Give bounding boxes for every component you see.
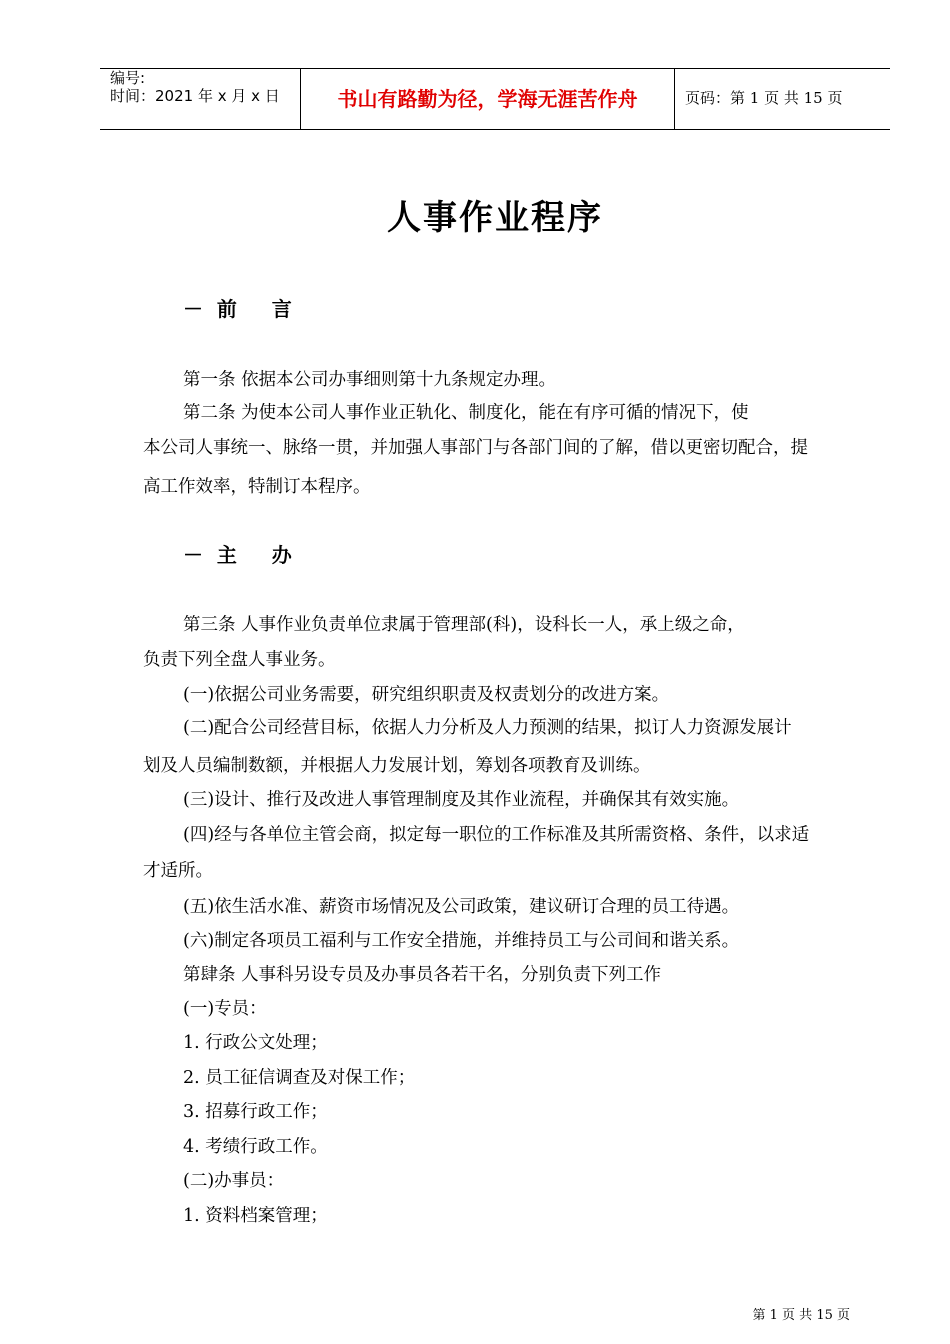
page-header xyxy=(100,68,890,130)
paragraph: (六)制定各项员工福利与工作安全措施，并维持员工与公司间和谐关系。 xyxy=(183,931,740,951)
paragraph: (一)依据公司业务需要，研究组织职责及权责划分的改进方案。 xyxy=(183,685,670,705)
list-item: 2. 员工征信调查及对保工作； xyxy=(183,1068,416,1088)
paragraph: (二)办事员： xyxy=(183,1171,285,1191)
date-label: 时间：2021 年 x 月 x 日 xyxy=(110,87,280,105)
motto-text: 书山有路勤为径，学海无涯苦作舟 xyxy=(337,87,638,111)
section-heading-organizer: － 主 办 xyxy=(183,543,292,567)
header-meta-cell xyxy=(100,69,301,129)
header-page-cell xyxy=(675,69,890,129)
paragraph: 第一条 依据本公司办事细则第十九条规定办理。 xyxy=(183,370,557,390)
paragraph: 才适所。 xyxy=(143,861,213,881)
paragraph: (三)设计、推行及改进人事管理制度及其作业流程，并确保其有效实施。 xyxy=(183,790,740,810)
paragraph: 高工作效率，特制订本程序。 xyxy=(143,477,371,497)
list-item: 1. 资料档案管理； xyxy=(183,1206,328,1226)
paragraph: (四)经与各单位主管会商，拟定每一职位的工作标准及其所需资格、条件，以求适 xyxy=(183,825,810,845)
header-page-info: 页码：第 1 页 共 15 页 xyxy=(685,89,843,107)
paragraph: (二)配合公司经营目标，依据人力分析及人力预测的结果，拟订人力资源发展计 xyxy=(183,718,792,738)
section-heading-preface: － 前 言 xyxy=(183,297,292,321)
header-motto-cell xyxy=(301,69,675,129)
paragraph: 本公司人事统一、脉络一贯，并加强人事部门与各部门间的了解，借以更密切配合，提 xyxy=(143,438,808,458)
paragraph: 第三条 人事作业负责单位隶属于管理部(科)，设科长一人，承上级之命， xyxy=(183,615,745,635)
paragraph: 第二条 为使本公司人事作业正轨化、制度化，能在有序可循的情况下，使 xyxy=(183,403,749,423)
footer-page-info: 第 1 页 共 15 页 xyxy=(752,1308,850,1323)
paragraph: 负责下列全盘人事业务。 xyxy=(143,650,336,670)
serial-label: 编号: xyxy=(110,69,146,87)
paragraph: (五)依生活水准、薪资市场情况及公司政策，建议研订合理的员工待遇。 xyxy=(183,897,740,917)
paragraph: 划及人员编制数额，并根据人力发展计划，筹划各项教育及训练。 xyxy=(143,756,651,776)
list-item: 4. 考绩行政工作。 xyxy=(183,1137,328,1157)
paragraph: (一)专员： xyxy=(183,999,267,1019)
list-item: 1. 行政公文处理； xyxy=(183,1033,328,1053)
paragraph: 第肆条 人事科另设专员及办事员各若干名，分别负责下列工作 xyxy=(183,965,662,985)
document-title: 人事作业程序 xyxy=(387,198,603,238)
list-item: 3. 招募行政工作； xyxy=(183,1102,328,1122)
